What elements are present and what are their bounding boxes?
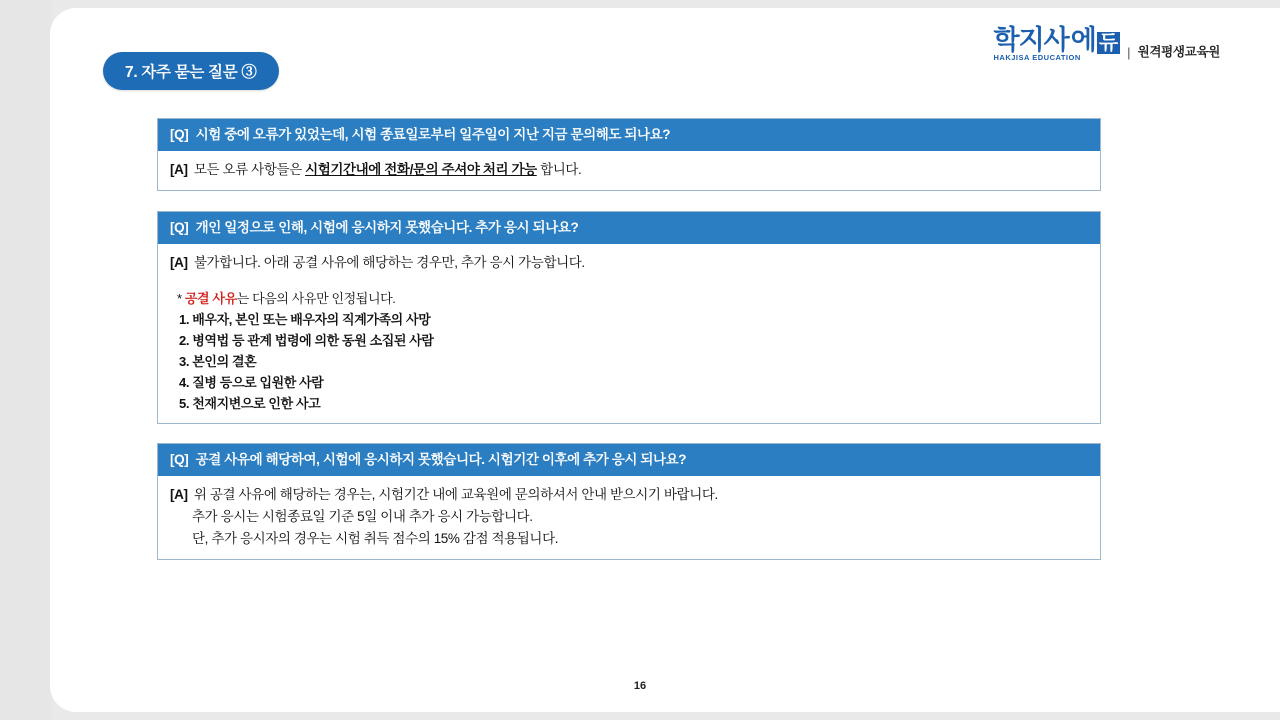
faq-2-question-text: 개인 일정으로 인해, 시험에 응시하지 못했습니다. 추가 응시 되나요? [195, 220, 579, 235]
logo-brand-edu: 에 [1070, 25, 1096, 55]
faq-item-2 [157, 211, 1101, 424]
faq-2-reason-1: 1. 배우자, 본인 또는 배우자의 직계가족의 사망 [179, 312, 431, 328]
logo-brand-hak: 학지사 [993, 25, 1069, 55]
faq-2-reason-5: 5. 천재지변으로 인한 사고 [179, 396, 321, 412]
logo-brand [994, 18, 1121, 62]
faq-2-reason-keyword: 공결 사유 [184, 291, 237, 307]
logo-brand-box: 듀 [1098, 32, 1119, 54]
faq-3-answer-line-2: 추가 응시는 시험종료일 기준 5일 이내 추가 응시 가능합니다. [192, 509, 533, 525]
faq-3-answer [158, 476, 1100, 559]
faq-1-question-text: 시험 중에 오류가 있었는데, 시험 종료일로부터 일주일이 지난 지금 문의해도 되나요? [195, 127, 671, 142]
faq-1-question [158, 119, 1100, 151]
faq-1-answer-pre: 모든 오류 사항들은 [193, 162, 306, 178]
logo-tail-text: 원격평생교육원 [1137, 45, 1220, 59]
left-gutter [0, 0, 52, 720]
faq-2-reason-list [170, 288, 1088, 414]
faq-2-reason-2: 2. 병역법 등 관계 법령에 의한 동원 소집된 사람 [179, 333, 434, 349]
logo-divider: | [1127, 45, 1131, 60]
faq-1-answer [158, 151, 1100, 190]
faq-1-answer-highlight: 시험기간내에 전화/문의 주셔야 처리 가능 [305, 162, 537, 178]
faq-3-question-text: 공결 사유에 해당하여, 시험에 응시하지 못했습니다. 시험기간 이후에 추가 응시 되나요? [195, 452, 687, 467]
faq-2-question-tag: [Q] [170, 220, 189, 235]
faq-3-question [158, 444, 1100, 476]
faq-2-reason-mark: * [177, 291, 182, 307]
faq-1-answer-tag: [A] [170, 162, 188, 178]
faq-2-answer-tag: [A] [170, 255, 188, 271]
faq-3-question-tag: [Q] [170, 452, 189, 467]
faq-2-reason-4: 4. 질병 등으로 입원한 사람 [179, 375, 324, 391]
faq-2-reason-header-rest: 는 다음의 사유만 인정됩니다. [236, 291, 396, 307]
page-title: 7. 자주 묻는 질문 ③ [103, 52, 279, 90]
faq-2-question [158, 212, 1100, 244]
faq-2-reason-header [170, 288, 1088, 309]
faq-item-1 [157, 118, 1101, 191]
faq-1-answer-post: 합니다. [540, 162, 582, 178]
faq-3-answer-line-1: 위 공결 사유에 해당하는 경우는, 시험기간 내에 교육원에 문의하셔서 안내 받으시기 바랍니다. [193, 487, 718, 503]
page-number: 16 [633, 680, 647, 692]
logo-subtitle: HAKJISA EDUCATION [993, 53, 1081, 62]
faq-3-answer-line-3: 단, 추가 응시자의 경우는 시험 취득 점수의 15% 감점 적용됩니다. [192, 530, 559, 546]
faq-item-3 [157, 443, 1101, 560]
faq-2-reason-3: 3. 본인의 결혼 [179, 354, 257, 370]
logo [994, 18, 1221, 62]
faq-2-answer [158, 244, 1100, 423]
faq-2-answer-text: 불가합니다. 아래 공결 사유에 해당하는 경우만, 추가 응시 가능합니다. [193, 255, 585, 271]
faq-1-question-tag: [Q] [170, 127, 189, 142]
faq-3-answer-tag: [A] [170, 487, 188, 503]
